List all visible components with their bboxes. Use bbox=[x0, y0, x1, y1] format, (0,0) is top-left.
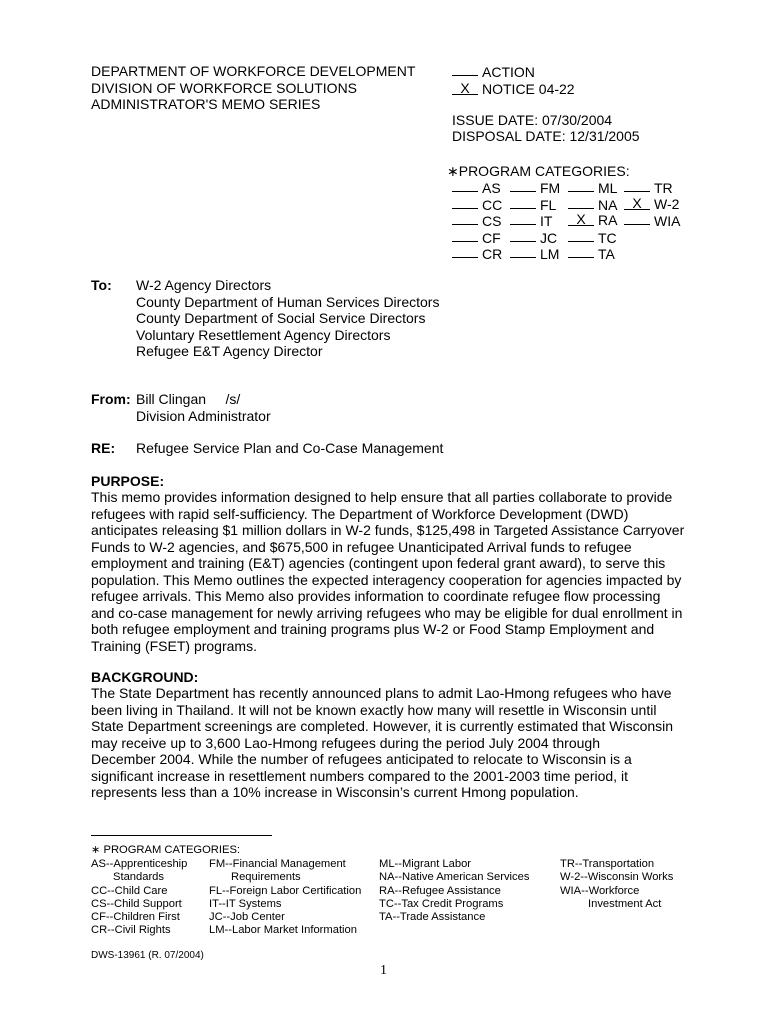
category-w-2 bbox=[624, 196, 679, 213]
purpose-body bbox=[91, 489, 691, 654]
checkbox-blank bbox=[452, 212, 478, 225]
footnote-entry: Requirements bbox=[231, 871, 301, 884]
footnote-entry: FL--Foreign Labor Certification bbox=[209, 884, 362, 897]
body-line: December 2004. While the number of refugees anticipated to relocate to Wisconsin is a bbox=[91, 751, 632, 767]
recipient: Refugee E&T Agency Director bbox=[136, 343, 323, 359]
category-ml bbox=[568, 179, 617, 197]
footnote-column bbox=[209, 858, 361, 938]
category-wia bbox=[624, 212, 680, 230]
category-code: NA bbox=[598, 196, 618, 213]
category-code: CR bbox=[482, 246, 503, 262]
checkbox-blank bbox=[510, 229, 536, 242]
checkbox-blank bbox=[568, 245, 594, 258]
category-code: AS bbox=[482, 180, 501, 196]
footnote-entry: NA--Native American Services bbox=[379, 871, 530, 884]
category-code: TA bbox=[598, 246, 615, 262]
footnote-entry: CF--Children First bbox=[91, 911, 180, 924]
checkbox-blank bbox=[624, 212, 650, 225]
page-number: 1 bbox=[380, 963, 387, 978]
from-label: From: bbox=[91, 391, 131, 407]
re-subject: Refugee Service Plan and Co-Case Management bbox=[136, 440, 444, 456]
recipient-list bbox=[136, 277, 439, 360]
checkbox-blank bbox=[510, 245, 536, 258]
footnote-entry: IT--IT Systems bbox=[209, 897, 282, 910]
disposal-date: DISPOSAL DATE: 12/31/2005 bbox=[452, 128, 640, 144]
background-body bbox=[91, 685, 691, 801]
category-code: TC bbox=[598, 229, 617, 246]
category-as bbox=[452, 179, 501, 197]
recipient: County Department of Social Service Directors bbox=[136, 310, 426, 326]
category-code: RA bbox=[598, 212, 618, 228]
category-code: IT bbox=[540, 213, 553, 229]
category-cf bbox=[452, 229, 501, 247]
category-code: LM bbox=[540, 246, 560, 262]
footnote-column bbox=[91, 858, 187, 938]
category-cs bbox=[452, 212, 501, 230]
recipient: Voluntary Resettlement Agency Directors bbox=[136, 326, 391, 343]
memo-type bbox=[452, 63, 575, 97]
body-line: The State Department has recently announced plans to admit Lao-Hmong refugees who have bbox=[91, 685, 672, 701]
sender-title: Division Administrator bbox=[136, 407, 271, 424]
recipient: County Department of Human Services Directors bbox=[136, 293, 440, 310]
category-cc bbox=[452, 196, 502, 214]
footnote-entry: RA--Refugee Assistance bbox=[379, 884, 501, 897]
checkbox-blank: X bbox=[568, 213, 594, 226]
category-fl bbox=[510, 196, 556, 214]
background-heading: BACKGROUND: bbox=[91, 669, 199, 685]
footnote-entry: TR--Transportation bbox=[560, 858, 655, 870]
body-line: population. This Memo outlines the expected interagency cooperation for agencies impacted by bbox=[91, 571, 682, 588]
category-code: WIA bbox=[654, 213, 681, 229]
footnote-entry: LM--Labor Market Information bbox=[209, 924, 357, 937]
checkbox-blank bbox=[624, 179, 650, 192]
checkbox-blank: X bbox=[624, 197, 650, 210]
footnote-entry: CS--Child Support bbox=[91, 897, 182, 910]
footnote-column bbox=[379, 858, 529, 924]
program-categories-title: ∗PROGRAM CATEGORIES: bbox=[447, 163, 630, 179]
footnote-entry: ML--Migrant Labor bbox=[379, 858, 472, 870]
footnote-column bbox=[560, 858, 673, 911]
memo-type-notice bbox=[452, 81, 575, 98]
checkbox-blank bbox=[568, 196, 594, 209]
checkbox-blank bbox=[510, 196, 536, 209]
checkbox-blank bbox=[452, 229, 478, 242]
category-code: ML bbox=[598, 180, 618, 196]
body-line: may receive up to 3,600 Lao-Hmong refugees during the period July 2004 through bbox=[91, 734, 600, 751]
category-cr bbox=[452, 245, 502, 263]
footnote-entry: Investment Act bbox=[588, 897, 662, 910]
body-line: both refugee employment and training programs plus W-2 or Food Stamp Employment and bbox=[91, 621, 655, 637]
body-line: been living in Thailand. It will not be known exactly how many will resettle in Wisconsin until bbox=[91, 701, 657, 718]
footnote-title: ∗ PROGRAM CATEGORIES: bbox=[91, 844, 241, 856]
checkbox-blank: X bbox=[452, 82, 478, 95]
memo-type-label: ACTION bbox=[482, 64, 535, 80]
category-code: JC bbox=[540, 229, 558, 246]
category-code: TR bbox=[654, 180, 673, 196]
category-code: W-2 bbox=[654, 195, 680, 212]
footnote-entry: CR--Civil Rights bbox=[91, 924, 171, 937]
footnote-divider bbox=[91, 835, 272, 836]
checkbox-blank bbox=[452, 245, 478, 258]
checkbox-blank bbox=[452, 179, 478, 192]
footnote-entry: FM--Financial Management bbox=[209, 858, 346, 870]
body-line: anticipates releasing $1 million dollars in W-2 funds, $125,498 in Targeted Assistance Carryover bbox=[91, 522, 685, 538]
body-line: represents less than a 10% increase in Wisconsin’s current Hmong population. bbox=[91, 784, 579, 800]
footnote-entry: W-2--Wisconsin Works bbox=[560, 871, 674, 884]
checkbox-blank bbox=[510, 179, 536, 192]
category-code: CC bbox=[482, 196, 503, 213]
category-tc bbox=[568, 229, 617, 247]
header-line: DIVISION OF WORKFORCE SOLUTIONS bbox=[91, 79, 358, 96]
category-ta bbox=[568, 245, 615, 263]
recipient: W-2 Agency Directors bbox=[136, 277, 272, 293]
body-line: and co-case management for newly arriving refugees who may be eligible for dual enrollment in bbox=[91, 604, 683, 621]
body-line: Training (FSET) programs. bbox=[91, 637, 257, 654]
footnote-entry: AS--Apprenticeship bbox=[91, 858, 188, 870]
header-line: DEPARTMENT OF WORKFORCE DEVELOPMENT bbox=[91, 63, 416, 79]
sender bbox=[136, 391, 271, 424]
body-line: State Department screenings are completed. However, it is currently estimated that Wisconsin bbox=[91, 718, 674, 734]
header-line: ADMINISTRATOR'S MEMO SERIES bbox=[91, 96, 321, 112]
sender-name: Bill Clingan /s/ bbox=[136, 391, 241, 407]
category-tr bbox=[624, 179, 673, 197]
checkbox-blank bbox=[452, 196, 478, 209]
category-code: FM bbox=[540, 180, 561, 196]
footnote-entry: TA--Trade Assistance bbox=[379, 911, 486, 924]
category-code: CF bbox=[482, 229, 501, 246]
issue-date: ISSUE DATE: 07/30/2004 bbox=[452, 112, 613, 128]
checkbox-blank bbox=[568, 229, 594, 242]
memo-type-label: NOTICE 04-22 bbox=[482, 80, 575, 97]
category-ra bbox=[568, 212, 617, 229]
category-jc bbox=[510, 229, 557, 247]
re-label: RE: bbox=[91, 440, 116, 456]
category-code: FL bbox=[540, 196, 557, 213]
category-it bbox=[510, 212, 552, 230]
footnote-entry: TC--Tax Credit Programs bbox=[379, 897, 504, 910]
form-number: DWS-13961 (R. 07/2004) bbox=[91, 950, 204, 961]
checkbox-blank bbox=[452, 63, 478, 76]
category-code: CS bbox=[482, 213, 502, 229]
checkbox-blank bbox=[568, 179, 594, 192]
footnote-entry: Standards bbox=[113, 871, 164, 884]
body-line: employment and training (E&T) agencies (contingent upon federal grant award), to serve this bbox=[91, 555, 666, 571]
footnote-entry: JC--Job Center bbox=[209, 911, 285, 924]
memo-type-action bbox=[452, 63, 575, 81]
footnote-entry: CC--Child Care bbox=[91, 884, 168, 897]
department-header bbox=[91, 63, 415, 113]
purpose-heading: PURPOSE: bbox=[91, 473, 165, 489]
body-line: refugees with rapid self-sufficiency. The Department of Workforce Development (DWD) bbox=[91, 505, 629, 522]
body-line: refugee arrivals. This Memo also provides information to coordinate refugee flow processing bbox=[91, 588, 661, 604]
body-line: This memo provides information designed to help ensure that all parties collaborate to provide bbox=[91, 489, 673, 505]
footnote-entry: WIA--Workforce bbox=[560, 884, 640, 897]
body-line: Funds to W-2 agencies, and $675,500 in refugee Unanticipated Arrival funds to refugee bbox=[91, 538, 632, 555]
category-lm bbox=[510, 245, 559, 263]
to-label: To: bbox=[91, 277, 112, 293]
checkbox-blank bbox=[510, 212, 536, 225]
category-fm bbox=[510, 179, 560, 197]
body-line: significant increase in resettlement numbers compared to the 2001-2003 time period, it bbox=[91, 767, 628, 784]
